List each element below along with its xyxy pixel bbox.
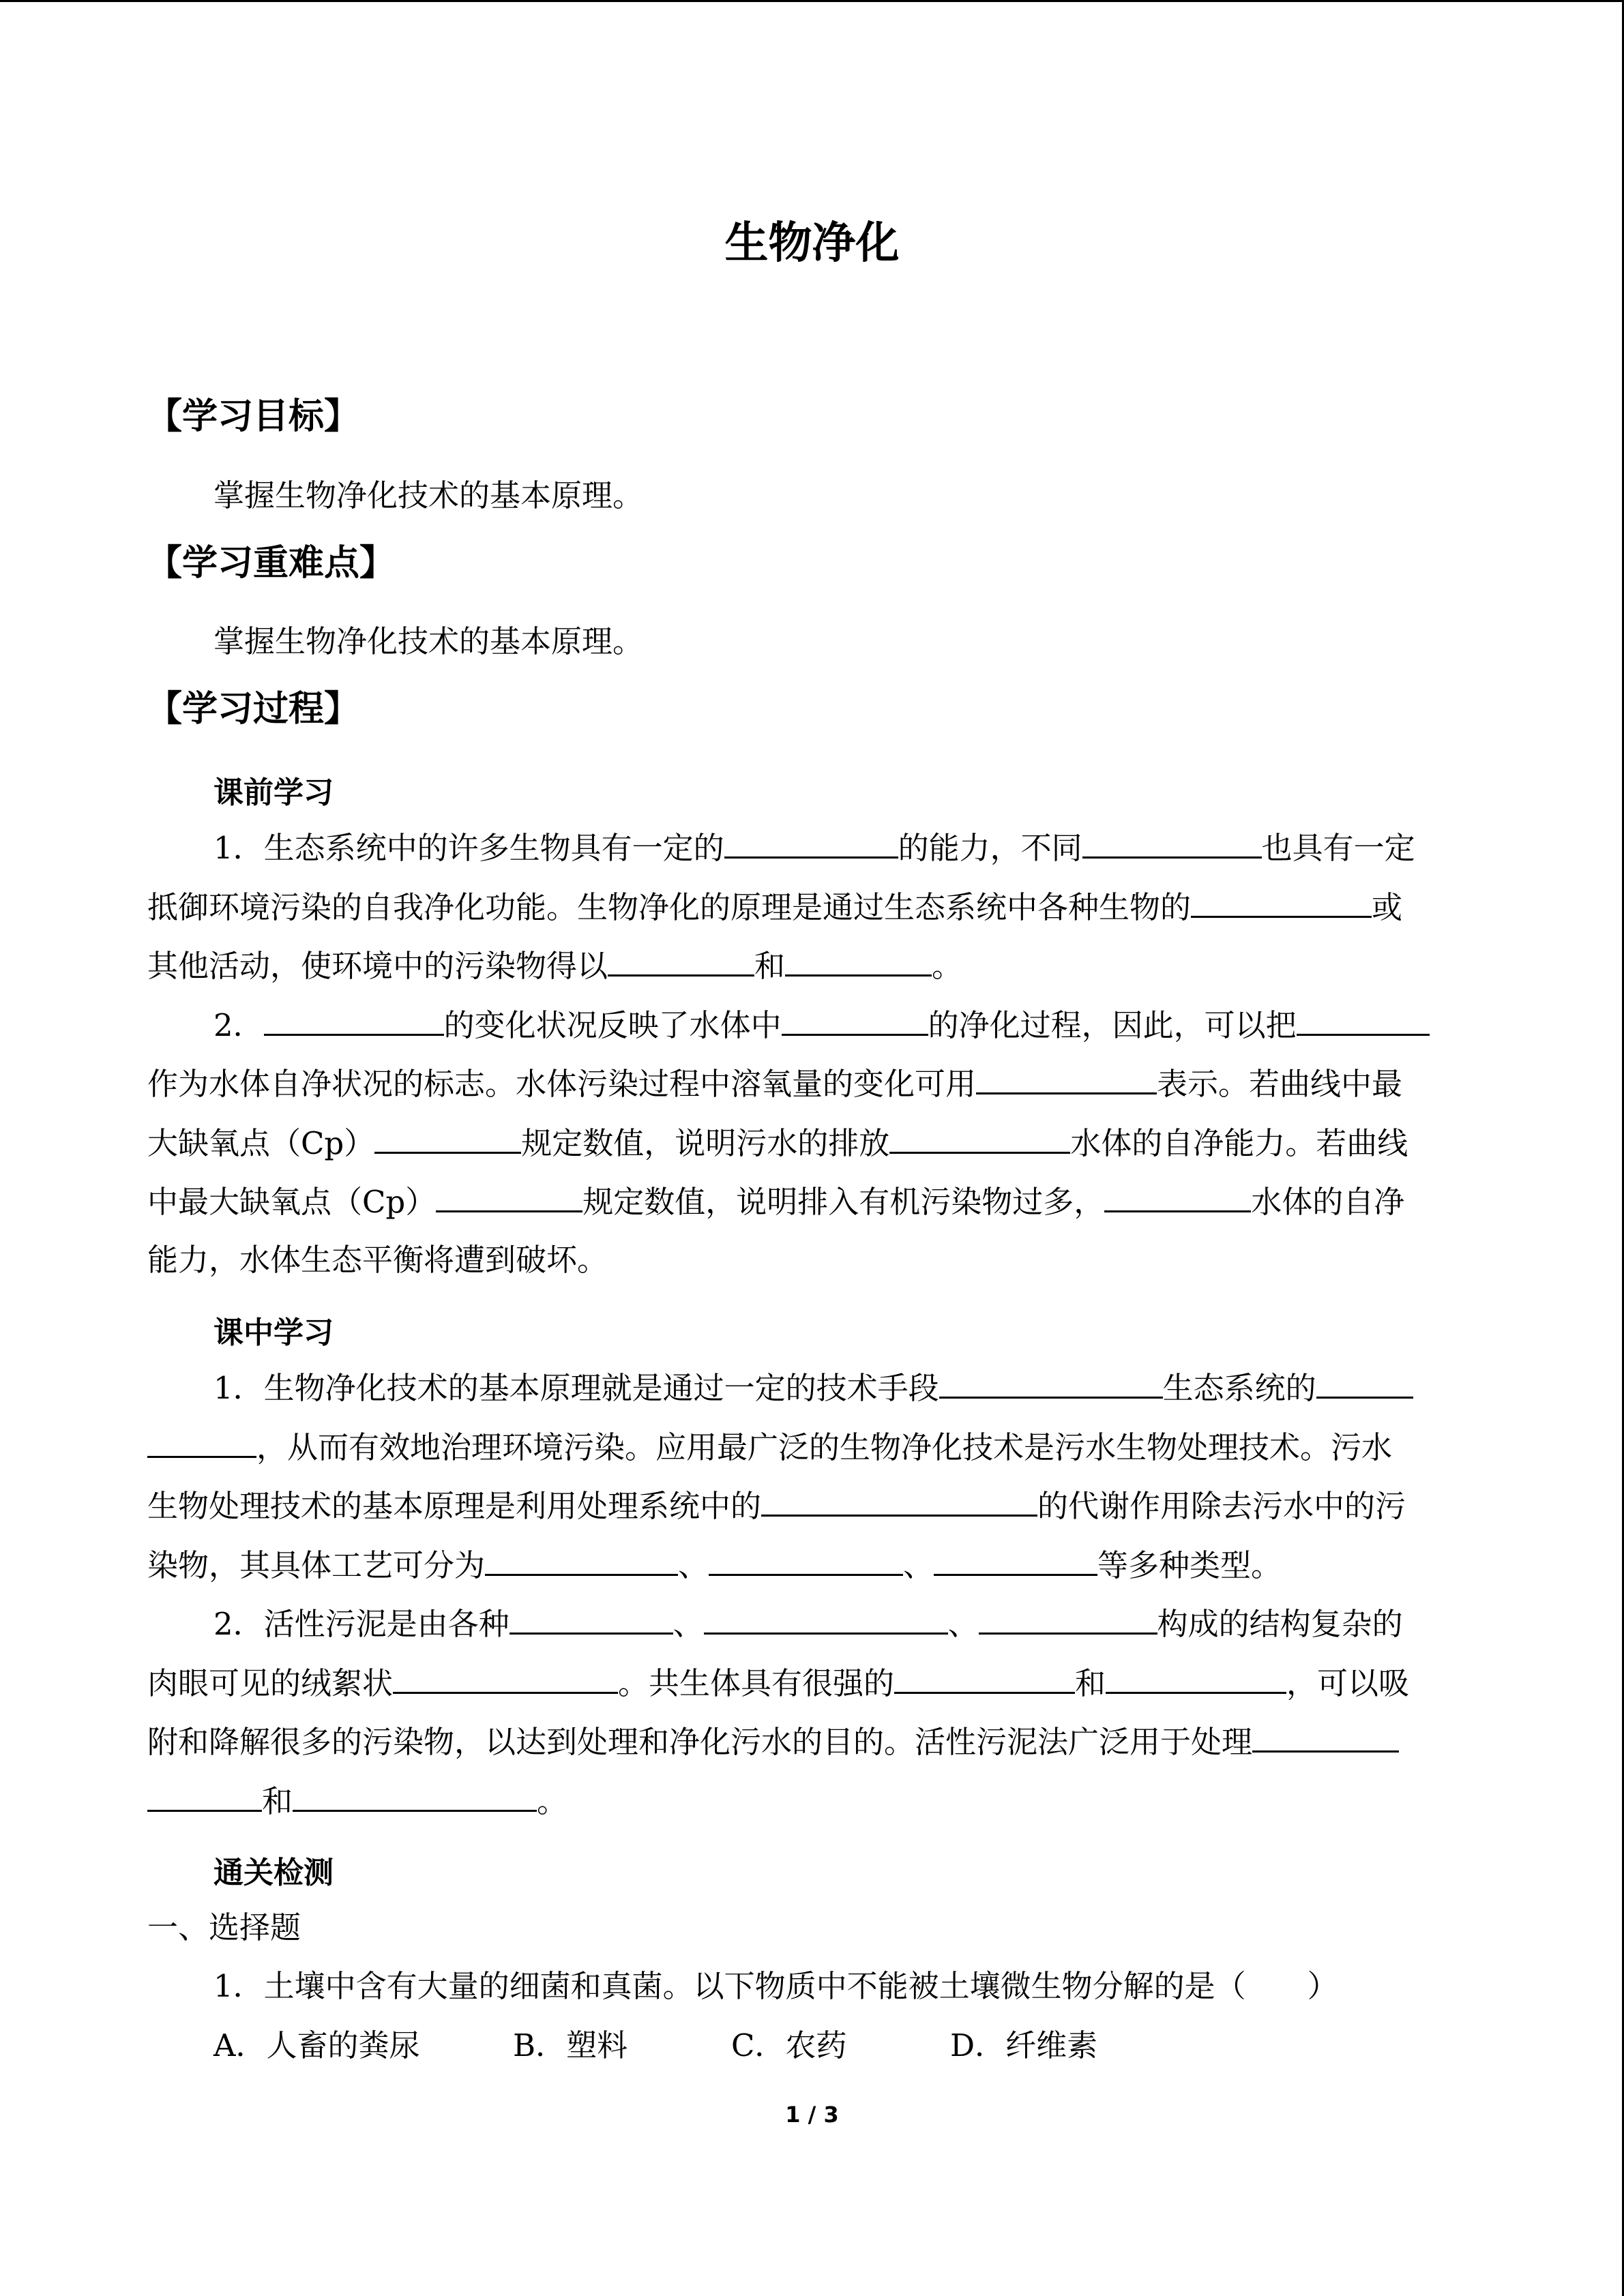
heading-key: 【学习重难点】 — [147, 543, 396, 584]
mid-study-heading: 课中学习 — [213, 1315, 334, 1350]
mid-q2-line2: 肉眼可见的绒絮状 。共生体具有很强的 和 ，可以吸 — [147, 1662, 1473, 1704]
blank[interactable] — [889, 1122, 1070, 1154]
blank[interactable] — [264, 1004, 444, 1036]
blank[interactable] — [724, 826, 898, 859]
check-q1: 1．土壤中含有大量的细菌和真菌。以下物质中不能被土壤微生物分解的是（ ） — [213, 1968, 1338, 2004]
blank[interactable] — [293, 1780, 537, 1812]
blank[interactable] — [1082, 826, 1262, 859]
blank[interactable] — [704, 1602, 948, 1635]
blank[interactable] — [510, 1602, 673, 1635]
mid-q1-line3: 生物处理技术的基本原理是利用处理系统中的 的代谢作用除去污水中的污 — [147, 1485, 1473, 1527]
blank[interactable] — [1297, 1004, 1430, 1036]
option-a[interactable]: A．人畜的粪尿 — [213, 2027, 420, 2063]
blank[interactable] — [939, 1367, 1163, 1399]
pre-study-heading: 课前学习 — [213, 775, 334, 810]
key-text: 掌握生物净化技术的基本原理。 — [213, 623, 644, 659]
mid-q2-line3: 附和降解很多的污染物，以达到处理和净化污水的目的。活性污泥法广泛用于处理 — [147, 1720, 1473, 1763]
blank[interactable] — [485, 1544, 678, 1576]
option-d[interactable]: D．纤维素 — [950, 2027, 1098, 2063]
blank[interactable] — [976, 1062, 1157, 1094]
pre-q2-line5: 能力，水体生态平衡将遭到破坏。 — [147, 1242, 608, 1278]
blank[interactable] — [894, 1662, 1075, 1694]
pre-q1-line1: 1．生态系统中的许多生物具有一定的 的能力，不同 也具有一定 — [213, 826, 1473, 869]
blank[interactable] — [393, 1662, 618, 1694]
blank[interactable] — [1104, 1180, 1251, 1212]
blank[interactable] — [147, 1426, 256, 1458]
page-number: 1 / 3 — [785, 2102, 839, 2128]
pre-q2-line2: 作为水体自净状况的标志。水体污染过程中溶氧量的变化可用 表示。若曲线中最 — [147, 1062, 1473, 1105]
check-heading: 通关检测 — [213, 1855, 334, 1890]
blank[interactable] — [709, 1544, 903, 1576]
heading-goal: 【学习目标】 — [147, 396, 360, 437]
mid-q2-line1: 2．活性污泥是由各种 、 、 构成的结构复杂的 — [213, 1602, 1473, 1645]
pre-q1-line2: 抵御环境污染的自我净化功能。生物净化的原理是通过生态系统中各种生物的 或 — [147, 886, 1473, 928]
blank[interactable] — [979, 1602, 1157, 1635]
goal-text: 掌握生物净化技术的基本原理。 — [213, 477, 644, 513]
heading-process: 【学习过程】 — [147, 689, 360, 730]
blank[interactable] — [1316, 1367, 1413, 1399]
blank[interactable] — [785, 944, 932, 976]
option-c[interactable]: C．农药 — [731, 2027, 847, 2063]
option-b[interactable]: B．塑料 — [513, 2027, 628, 2063]
blank[interactable] — [374, 1122, 521, 1154]
blank[interactable] — [608, 944, 754, 976]
blank[interactable] — [436, 1180, 582, 1212]
blank[interactable] — [1252, 1720, 1399, 1753]
blank[interactable] — [761, 1485, 1037, 1517]
blank[interactable] — [1191, 886, 1372, 918]
blank[interactable] — [147, 1780, 262, 1812]
blank[interactable] — [934, 1544, 1097, 1576]
mid-q1-line2: ，从而有效地治理环境污染。应用最广泛的生物净化技术是污水生物处理技术。污水 — [147, 1426, 1473, 1468]
section-choice-heading: 一、选择题 — [147, 1909, 301, 1945]
mid-q1-line4: 染物，其具体工艺可分为 、 、 等多种类型。 — [147, 1544, 1473, 1586]
page-title: 生物净化 — [724, 218, 900, 269]
blank[interactable] — [782, 1004, 928, 1036]
mid-q1-line1: 1．生物净化技术的基本原理就是通过一定的技术手段 生态系统的 — [213, 1367, 1473, 1409]
pre-q2-line1: 2． 的变化状况反映了水体中 的净化过程，因此，可以把 — [213, 1004, 1473, 1046]
blank[interactable] — [1106, 1662, 1286, 1694]
mid-q2-line4: 和 。 — [147, 1780, 1473, 1822]
pre-q1-line3: 其他活动，使环境中的污染物得以 和 。 — [147, 944, 1473, 987]
pre-q2-line3: 大缺氧点（Cp） 规定数值，说明污水的排放 水体的自净能力。若曲线 — [147, 1122, 1473, 1164]
pre-q2-line4: 中最大缺氧点（Cp） 规定数值，说明排入有机污染物过多， 水体的自净 — [147, 1180, 1473, 1223]
